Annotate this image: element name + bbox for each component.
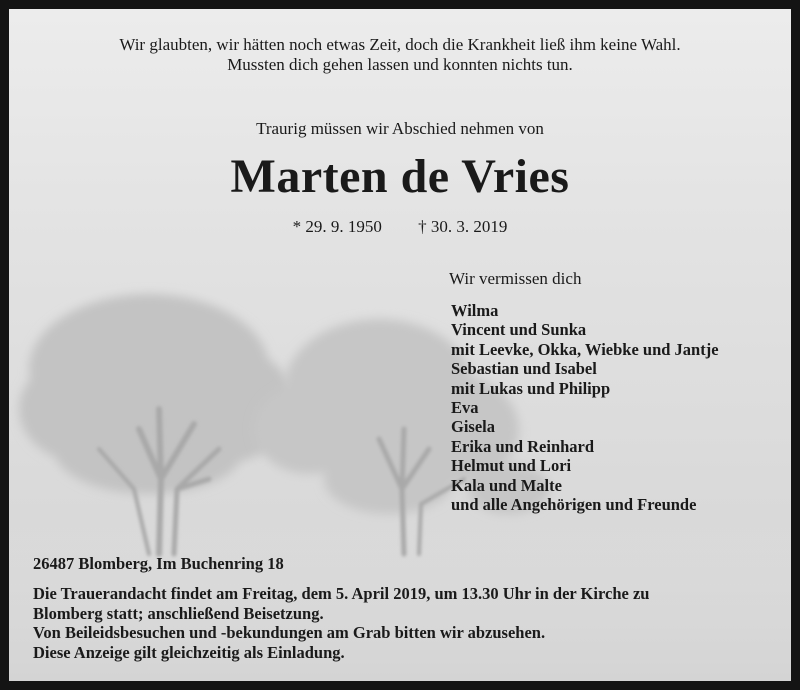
mourner-entry: Kala und Malte	[451, 475, 562, 495]
mourner-entry: Sebastian und Isabel	[451, 359, 597, 379]
family-address: 26487 Blomberg, Im Buchenring 18	[33, 554, 284, 573]
mourner-entry: mit Lukas und Philipp	[451, 378, 611, 398]
service-notice	[33, 584, 773, 662]
quote-line-1: Wir glaubten, wir hätten noch etwas Zeit, doch die Krankheit ließ ihm keine Wahl.	[119, 35, 681, 54]
mourner-entry: Erika und Reinhard	[451, 436, 595, 456]
life-dates	[9, 217, 791, 237]
notice-line-2: Blomberg statt; anschließend Beisetzung.	[33, 603, 324, 623]
notice-line-3: Von Beileidsbesuchen und -bekundungen am Grab bitten wir abzusehen.	[33, 623, 546, 642]
mourner-entry: Vincent und Sunka	[451, 320, 587, 340]
intro-text: Traurig müssen wir Abschied nehmen von	[256, 119, 544, 138]
opening-quote	[9, 35, 791, 75]
birth-date: * 29. 9. 1950	[292, 217, 382, 236]
mourners-list	[451, 301, 719, 514]
notice-line-4: Diese Anzeige gilt gleichzeitig als Einladung.	[33, 642, 345, 662]
mourner-entry: Eva	[451, 398, 479, 418]
mourner-entry: mit Leevke, Okka, Wiebke und Jantje	[451, 339, 719, 359]
deceased-name: Marten de Vries	[230, 150, 570, 203]
quote-line-2: Mussten dich gehen lassen und konnten nichts tun.	[227, 55, 573, 74]
we-miss-you-line: Wir vermissen dich	[449, 269, 582, 288]
death-date: † 30. 3. 2019	[418, 217, 508, 236]
mourner-entry: Helmut und Lori	[451, 456, 572, 476]
mourner-entry: Wilma	[451, 301, 499, 320]
mourner-entry: und alle Angehörigen und Freunde	[451, 495, 697, 515]
mourner-entry: Gisela	[451, 417, 495, 437]
notice-line-1: Die Trauerandacht findet am Freitag, dem 5. April 2019, um 13.30 Uhr in der Kirche zu	[33, 584, 650, 603]
